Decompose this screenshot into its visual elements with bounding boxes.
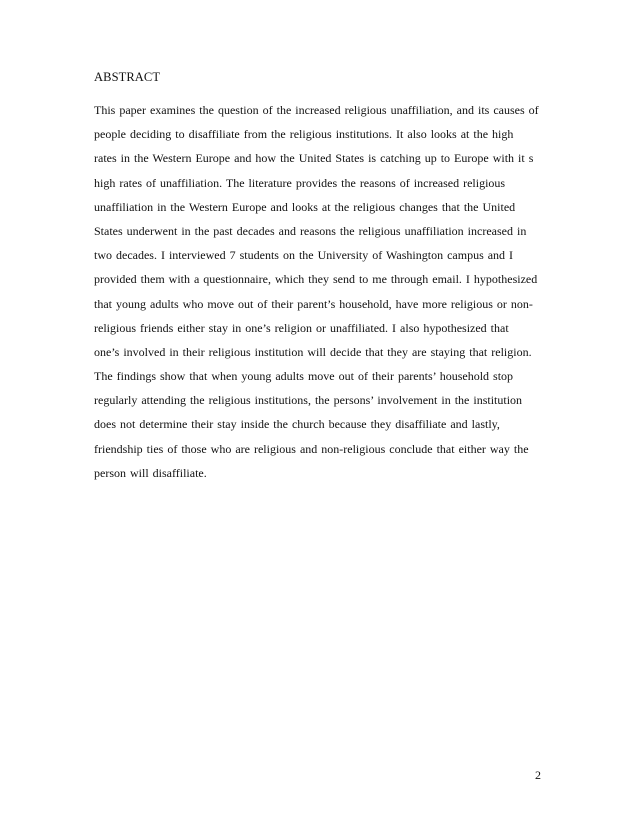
abstract-line: regularly attending the religious institutions, the persons’ involvement in the institution <box>94 393 523 408</box>
abstract-line: religious friends either stay in one’s religion or unaffiliated. I also hypothesized that <box>94 320 509 335</box>
abstract-heading: ABSTRACT <box>94 70 161 84</box>
abstract-line: rates in the Western Europe and how the United States is catching up to Europe with it s <box>94 151 534 166</box>
abstract-line: States underwent in the past decades and reasons the religious unaffiliation increased in <box>94 223 527 238</box>
abstract-line: people deciding to disaffiliate from the religious institutions. It also looks at the high <box>94 127 514 142</box>
abstract-line: person will disaffiliate. <box>94 465 207 480</box>
abstract-line: The findings show that when young adults move out of their parents’ household stop <box>94 369 514 384</box>
abstract-body <box>94 98 564 485</box>
page-number: 2 <box>535 768 541 782</box>
abstract-line: friendship ties of those who are religious and non-religious conclude that either way the <box>94 441 529 456</box>
abstract-line: two decades. I interviewed 7 students on the University of Washington campus and I <box>94 248 514 263</box>
abstract-line: one’s involved in their religious institution will decide that they are staying that religion. <box>94 344 532 359</box>
abstract-line: does not determine their stay inside the church because they disaffiliate and lastly, <box>94 417 500 432</box>
abstract-line: that young adults who move out of their parent’s household, have more religious or non- <box>94 296 533 311</box>
abstract-line: This paper examines the question of the increased religious unaffiliation, and its causes of <box>94 103 539 117</box>
abstract-line: high rates of unaffiliation. The literature provides the reasons of increased religious <box>94 175 506 190</box>
abstract-line: unaffiliation in the Western Europe and looks at the religious changes that the United <box>94 199 516 214</box>
abstract-line: provided them with a questionnaire, which they send to me through email. I hypothesized <box>94 272 538 287</box>
